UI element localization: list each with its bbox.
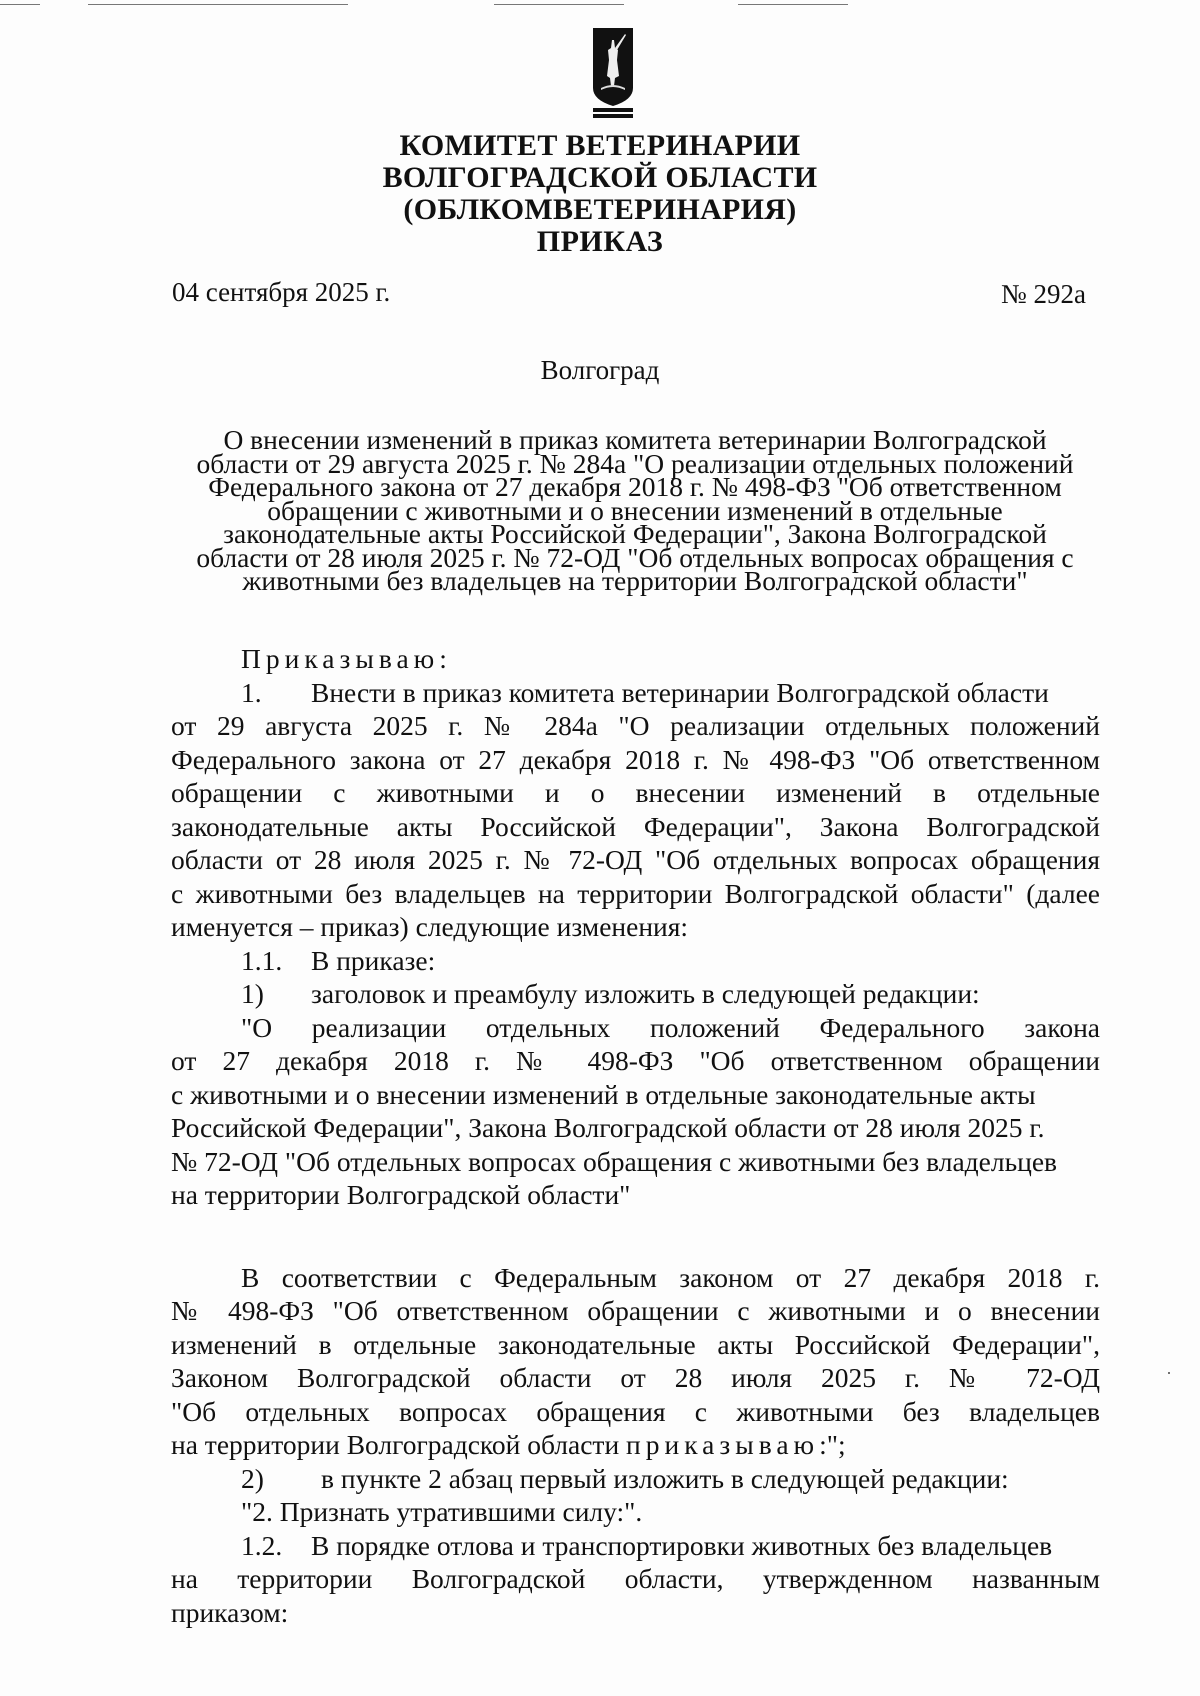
item-1 — [171, 977, 1100, 1011]
scan-artifact — [88, 4, 348, 5]
subject-line: обращении с животными и о внесении изменений в отдельные — [267, 494, 1003, 526]
subject-line: О внесении изменений в приказ комитета ветеринарии Волгоградской — [223, 424, 1047, 455]
org-line: (ОБЛКОМВЕТЕРИНАРИЯ) — [403, 193, 797, 226]
org-line: ВОЛГОГРАДСКОЙ ОБЛАСТИ — [382, 161, 818, 194]
subject-line: области от 28 июля 2025 г. № 72-ОД "Об отдельных вопросах обращения с — [196, 541, 1074, 573]
paragraph-text: В приказе: — [311, 944, 436, 976]
item-marker: 1) — [241, 978, 264, 1009]
org-line: КОМИТЕТ ВЕТЕРИНАРИИ — [399, 129, 801, 162]
scan-dot — [1168, 1372, 1170, 1374]
quote-line: Российской Федерации", Закона Волгоградской области от 28 июля 2025 г. — [171, 1112, 1045, 1143]
preamble-line: № 498-ФЗ "Об ответственном обращении с животными и о внесении — [171, 1295, 1100, 1326]
quote-2: "2. Признать утратившими силу:". — [241, 1496, 643, 1527]
item-marker: 2) — [241, 1462, 264, 1494]
preamble-line: "Об отдельных вопросах обращения с животными без владельцев — [171, 1395, 1100, 1427]
paragraph-marker: 1. — [241, 676, 262, 708]
subparagraph-1-2 — [171, 1529, 1100, 1563]
subparagraph-1-1 — [171, 944, 1100, 978]
paragraph-marker: 1.2. — [241, 1529, 283, 1561]
paragraph-line: Федерального закона от 27 декабря 2018 г. № 498-ФЗ "Об ответственном — [171, 743, 1100, 775]
preamble-line: изменений в отдельные законодательные акты Российской Федерации", — [171, 1328, 1100, 1360]
blank-gap — [171, 1212, 1100, 1261]
preamble-text: :"; — [819, 1429, 846, 1460]
coat-of-arms-emblem — [591, 26, 635, 120]
paragraph-line: на территории Волгоградской области, утвержденном названным — [171, 1563, 1100, 1594]
quote-line: с животными и о внесении изменений в отдельные законодательные акты — [171, 1078, 1036, 1110]
subject-line: области от 29 августа 2025 г. № 284а "О реализации отдельных положений — [196, 447, 1074, 479]
paragraph-1-first-line — [171, 676, 1100, 710]
city: Волгоград — [540, 355, 660, 385]
subject-line: Федерального закона от 27 декабря 2018 г. № 498-ФЗ "Об ответственном — [208, 471, 1062, 502]
paragraph-line: с животными без владельцев на территории Волгоградской области" (далее — [171, 877, 1100, 909]
paragraph-marker: 1.1. — [241, 944, 283, 976]
order-body — [171, 642, 1100, 1629]
preamble-line: Законом Волгоградской области от 28 июля 2025 г. № 72-ОД — [171, 1362, 1100, 1393]
order-subject — [170, 424, 1100, 596]
quote-line: № 72-ОД "Об отдельных вопросах обращения с животными без владельцев — [171, 1145, 1058, 1177]
item-text: в пункте 2 абзац первый изложить в следующей редакции: — [321, 1462, 1009, 1494]
scan-artifact — [494, 4, 624, 5]
scan-artifact — [0, 4, 40, 5]
quote-line: на территории Волгоградской области" — [171, 1179, 631, 1210]
paragraph-line: обращении с животными и о внесении изменений в отдельные — [171, 777, 1100, 808]
order-number: № 292а — [1001, 279, 1086, 309]
preamble-line: В соответствии с Федеральным законом от 27 декабря 2018 г. — [241, 1261, 1100, 1293]
quote-line: от 27 декабря 2018 г. № 498-ФЗ "Об ответственном обращении — [171, 1045, 1100, 1076]
document-type: ПРИКАЗ — [536, 225, 664, 258]
subject-line: законодательные акты Российской Федерации", Закона Волгоградской — [223, 518, 1047, 549]
quote-line: "О реализации отдельных положений Федерального закона — [241, 1011, 1100, 1043]
paragraph-line: приказом: — [171, 1596, 289, 1628]
paragraph-text: Внести в приказ комитета ветеринарии Волгоградской области — [311, 676, 1049, 708]
order-date: 04 сентября 2025 г. — [172, 277, 391, 307]
item-text: заголовок и преамбулу изложить в следующей редакции: — [311, 978, 980, 1009]
paragraph-line: законодательные акты Российской Федерации", Закона Волгоградской — [171, 810, 1100, 842]
organization-name — [0, 130, 1200, 226]
paragraph-text: В порядке отлова и транспортировки животных без владельцев — [311, 1529, 1053, 1561]
scan-artifact — [738, 4, 848, 5]
preamble-last-line — [171, 1428, 1100, 1462]
subject-line: животными без владельцев на территории Волгоградской области" — [242, 565, 1028, 596]
paragraph-line: от 29 августа 2025 г. № 284а "О реализации отдельных положений — [171, 710, 1100, 741]
preamble-text: на территории Волгоградской области — [171, 1429, 627, 1460]
directive: Приказываю: — [241, 643, 452, 674]
paragraph-line: именуется – приказ) следующие изменения: — [171, 911, 689, 942]
paragraph-line: области от 28 июля 2025 г. № 72-ОД "Об отдельных вопросах обращения — [171, 844, 1100, 875]
item-2 — [171, 1462, 1100, 1496]
preamble-directive: приказываю — [626, 1429, 820, 1460]
